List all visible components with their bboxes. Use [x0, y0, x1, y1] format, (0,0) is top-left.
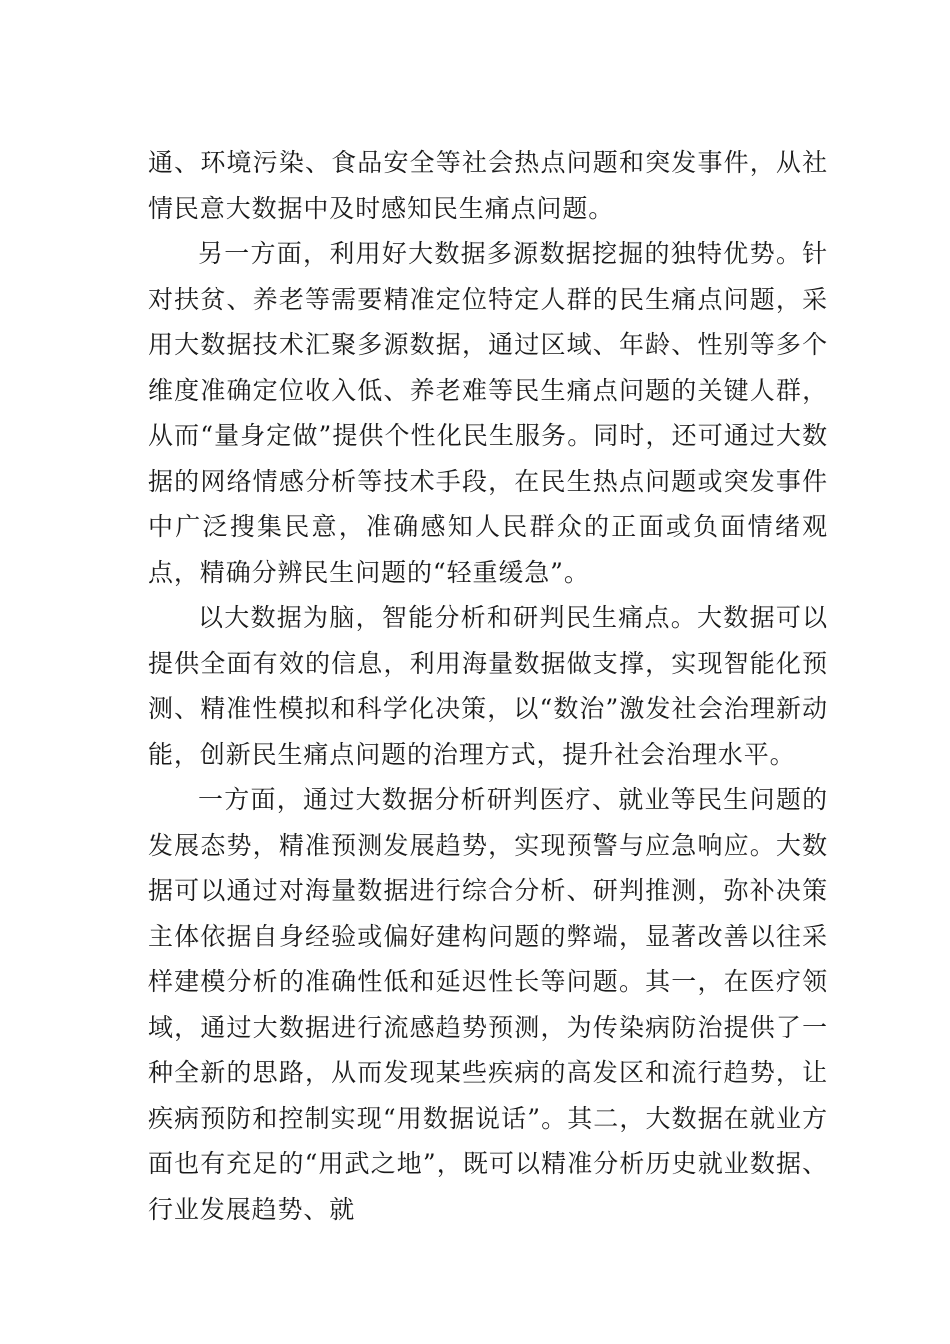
paragraph-1: 通、环境污染、食品安全等社会热点问题和突发事件，从社情民意大数据中及时感知民生痛点问题。: [148, 148, 828, 223]
document-body: [148, 140, 828, 1232]
paragraph-2: 另一方面，利用好大数据多源数据挖掘的独特优势。针对扶贫、养老等需要精准定位特定人群的民生痛点问题，采用大数据技术汇聚多源数据，通过区域、年龄、性别等多个维度准确定位收入低、养老难等民生痛点问题的关键人群，从而“量身定做”提供个性化民生服务。同时，还可通过大数据的网络情感分析等技术手段，在民生热点问题或突发事件中广泛搜集民意，准确感知人民群众的正面或负面情绪观点，精确分辨民生问题的“轻重缓急”。: [148, 239, 828, 587]
paragraph-4: 一方面，通过大数据分析研判医疗、就业等民生问题的发展态势，精准预测发展趋势，实现预警与应急响应。大数据可以通过对海量数据进行综合分析、研判推测，弥补决策主体依据自身经验或偏好建构问题的弊端，显著改善以往采样建模分析的准确性低和延迟性长等问题。其一，在医疗领域，通过大数据进行流感趋势预测，为传染病防治提供了一种全新的思路，从而发现某些疾病的高发区和流行趋势，让疾病预防和控制实现“用数据说话”。其二，大数据在就业方面也有充足的“用武之地”，既可以精准分析历史就业数据、行业发展趋势、就: [148, 785, 828, 1224]
paragraph-3: 以大数据为脑，智能分析和研判民生痛点。大数据可以提供全面有效的信息，利用海量数据做支撑，实现智能化预测、精准性模拟和科学化决策，以“数治”激发社会治理新动能，创新民生痛点问题的治理方式，提升社会治理水平。: [148, 603, 828, 769]
